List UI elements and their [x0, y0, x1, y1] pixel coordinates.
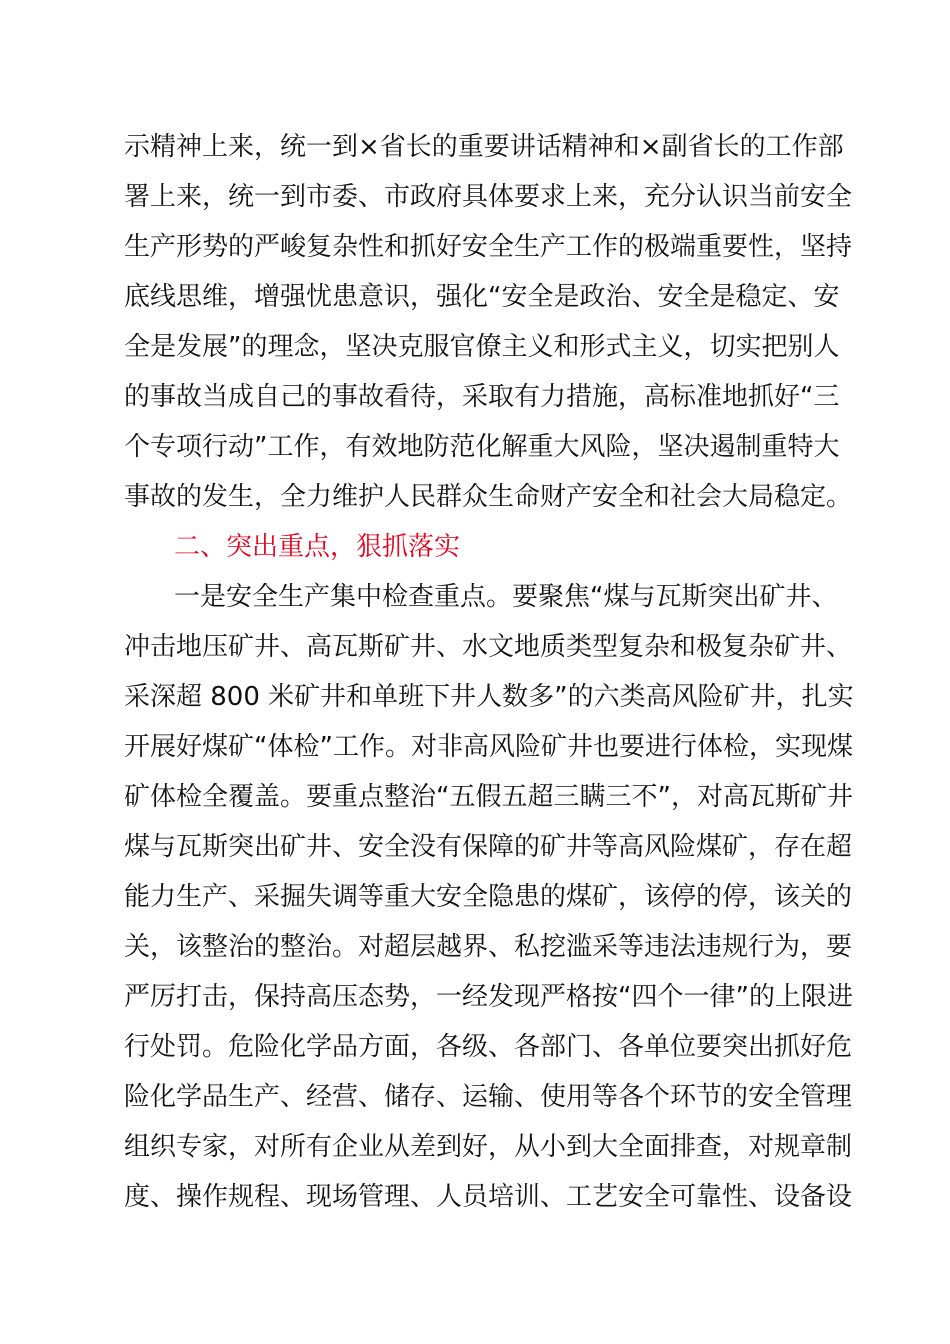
text-line: 能力生产、采掘失调等重大安全隐患的煤矿，该停的停，该关的	[124, 882, 853, 912]
text-line: 示精神上来，统一到×省长的重要讲话精神和×副省长的工作部	[124, 132, 844, 162]
section-heading: 二、突出重点，狠抓落实	[174, 532, 461, 562]
text-line: 开展好煤矿“体检”工作。对非高风险矿井也要进行体检，实现煤	[124, 732, 853, 762]
text-line: 严厉打击，保持高压态势，一经发现严格按“四个一律”的上限进	[124, 982, 853, 1012]
text-line: 关，该整治的整治。对超层越界、私挖滥采等违法违规行为，要	[124, 932, 853, 962]
text-line: 生产形势的严峻复杂性和抓好安全生产工作的极端重要性，坚持	[124, 232, 853, 262]
text-line: 一是安全生产集中检查重点。要聚焦“煤与瓦斯突出矿井、	[174, 582, 838, 612]
text-line: 组织专家，对所有企业从差到好，从小到大全面排查，对规章制	[124, 1132, 853, 1162]
text-line: 冲击地压矿井、高瓦斯矿井、水文地质类型复杂和极复杂矿井、	[124, 632, 853, 662]
text-line: 矿体检全覆盖。要重点整治“五假五超三瞒三不”，对高瓦斯矿井	[124, 782, 853, 812]
text-line: 的事故当成自己的事故看待，采取有力措施，高标准地抓好“三	[124, 382, 840, 412]
text-line: 度、操作规程、现场管理、人员培训、工艺安全可靠性、设备设	[124, 1182, 853, 1212]
text-line: 采深超 800 米矿井和单班下井人数多”的六类高风险矿井，扎实	[124, 682, 854, 712]
text-line: 全是发展”的理念，坚决克服官僚主义和形式主义，切实把别人	[124, 332, 840, 362]
text-line: 底线思维，增强忧患意识，强化“安全是政治、安全是稳定、安	[124, 282, 840, 312]
text-line: 署上来，统一到市委、市政府具体要求上来，充分认识当前安全	[124, 182, 853, 212]
text-line: 险化学品生产、经营、储存、运输、使用等各个环节的安全管理	[124, 1082, 853, 1112]
text-line: 事故的发生，全力维护人民群众生命财产安全和社会大局稳定。	[124, 482, 853, 512]
text-line: 行处罚。危险化学品方面，各级、各部门、各单位要突出抓好危	[124, 1032, 853, 1062]
text-line: 煤与瓦斯突出矿井、安全没有保障的矿井等高风险煤矿，存在超	[124, 832, 853, 862]
text-line: 个专项行动”工作，有效地防范化解重大风险，坚决遏制重特大	[124, 432, 840, 462]
